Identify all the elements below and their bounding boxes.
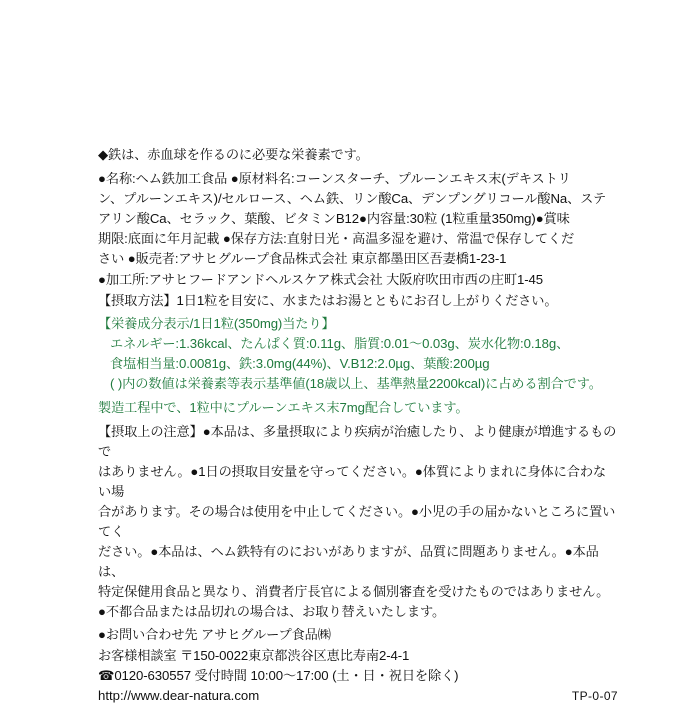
contact-block xyxy=(98,625,618,705)
manufacture-note: 製造工程中で、1粒中にプルーンエキス末7mg配合しています。 xyxy=(98,399,469,415)
caution-block xyxy=(98,422,618,623)
nutrition-line-3: ( )内の数値は栄養素等表示基準値(18歳以上、基準熱量2200kcal)に占める割合です。 xyxy=(110,375,602,391)
caution-line-3: 合があります。その場合は使用を中止してください。●小児の手の届かないところに置いてく xyxy=(98,504,616,540)
spec-line-2: ン、プルーンエキス)/セルロース、ヘム鉄、リン酸Ca、デンプングリコール酸Na、ステ xyxy=(98,191,607,207)
nutrition-line-2: 食塩相当量:0.0081g、鉄:3.0mg(44%)、V.B12:2.0µg、葉酸:200µg xyxy=(110,355,490,371)
lead-statement: ◆鉄は、赤血球を作るのに必要な栄養素です。 xyxy=(98,147,369,162)
nutrition-heading: 【栄養成分表示/1日1粒(350mg)当たり】 xyxy=(98,315,335,331)
intake-method-line: 【摂取方法】1日1粒を目安に、水またはお湯とともにお召し上がりください。 xyxy=(98,293,558,309)
spec-line-5: さい ●販売者:アサヒグループ食品株式会社 東京都墨田区吾妻橋1-23-1 xyxy=(98,251,507,267)
nutrition-block xyxy=(98,314,618,394)
label-text-block xyxy=(98,145,618,707)
caution-line-4: ださい。●本品は、ヘム鉄特有のにおいがありますが、品質に問題ありません。●本品は、 xyxy=(98,544,599,580)
contact-line-3: ☎0120-630557 受付時間 10:00〜17:00 (土・日・祝日を除く) xyxy=(98,667,459,683)
nutrition-line-1: エネルギー:1.36kcal、たんぱく質:0.11g、脂質:0.01〜0.03g、炭水化物:0.18g、 xyxy=(110,335,570,351)
caution-line-5: 特定保健用食品と異なり、消費者庁長官による個別審査を受けたものではありません。 xyxy=(98,584,610,600)
url-row xyxy=(98,686,618,706)
caution-line-1: 【摂取上の注意】●本品は、多量摂取により疾病が治癒したり、より健康が増進するもので xyxy=(98,423,617,459)
contact-line-2: お客様相談室 〒150-0022東京都渋谷区恵比寿南2-4-1 xyxy=(98,647,410,663)
caution-line-2: はありません。●1日の摂取目安量を守ってください。●体質によりまれに身体に合わない場 xyxy=(98,463,606,499)
spec-line-3: アリン酸Ca、セラック、葉酸、ビタミンB12●内容量:30粒 (1粒重量350mg)●賞味 xyxy=(98,211,570,227)
processor-line: ●加工所:アサヒフードアンドヘルスケア株式会社 大阪府吹田市西の庄町1-45 xyxy=(98,272,543,288)
spec-line-1: ●名称:ヘム鉄加工食品 ●原材料名:コーンスターチ、プルーンエキス末(デキストリ xyxy=(98,171,571,187)
print-code: TP-0-07 xyxy=(571,689,618,704)
caution-line-6: ●不都合品または品切れの場合は、お取り替えいたします。 xyxy=(98,604,446,620)
website-url[interactable]: http://www.dear-natura.com xyxy=(98,687,260,703)
spec-block xyxy=(98,169,618,269)
spec-line-4: 期限:底面に年月記載 ●保存方法:直射日光・高温多湿を避け、常温で保存してくだ xyxy=(98,231,575,247)
contact-line-1: ●お問い合わせ先 アサヒグループ食品㈱ xyxy=(98,627,331,643)
